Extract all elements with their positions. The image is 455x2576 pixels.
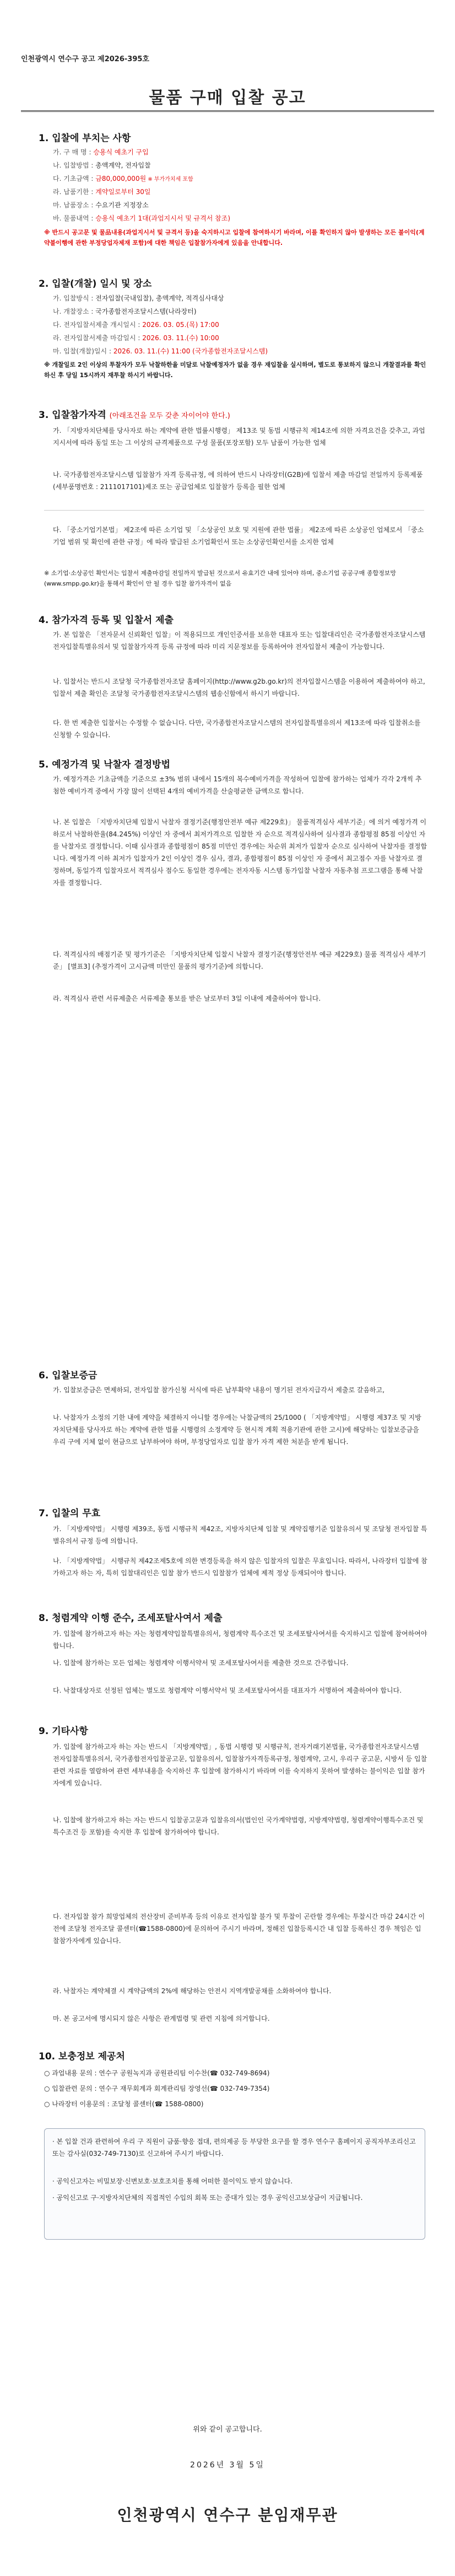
sec4-item-da: 다. 한 번 제출한 입찰서는 수정할 수 없습니다. 다만, 국가종합전자조달시스템의 전자입찰특별유의서 제13조에 따라 입찰취소를 신청할 수 있습니다. <box>53 719 421 739</box>
sec1-row-2: 다. 기초금액 : 금80,000,000원 ※ 부가가치세 포함 <box>53 175 193 183</box>
sec3-da-note: ※ 소기업·소상공인 확인서는 입찰서 제출마감일 전일까지 발급된 것으로서 유효기간 내에 있어야 하며, 중소기업 공공구매 종합정보망(www.smpp.go.kr)을 통해서 확인이 안 될 경우 입찰 참가자격이 없음 <box>44 570 396 587</box>
issuing-authority: 인천광역시 연수구 분임재무관 <box>117 2506 338 2524</box>
sec9-item-na: 나. 입찰에 참가하고자 하는 자는 반드시 입찰공고문과 입찰유의서(법인인 국가계약법령, 지방계약법령, 청렴계약이행특수조건 및 특수조건 등 포함)를 숙지한 후 입찰에 참가하여야 합니다. <box>53 1816 424 1836</box>
sec1-row-0: 가. 구 매 명 : 승용식 예초기 구입 <box>53 148 149 156</box>
sec2-note: ※ 개찰일로 2인 이상의 투찰자가 모두 낙찰하한율 미달로 낙찰예정자가 없을 경우 재입찰을 실시하며, 별도로 통보하지 않으니 개찰결과를 확인하신 후 당일 15시까지 재투찰 하시기 바랍니다. <box>44 361 426 379</box>
sec2-row-4: 마. 입찰(개찰)일시 : 2026. 03. 11.(수) 11:00 (국가종합전자조달시스템) <box>53 347 268 355</box>
sec1-row-3: 라. 납품기한 : 계약일로부터 30일 <box>53 188 151 196</box>
notice-line-2: · 공익신고자는 비밀보장·신변보호·보호조치를 통해 어떠한 불이익도 받지 않습니다. <box>52 2177 293 2185</box>
sec5-item-da: 다. 적격심사의 배점기준 및 평가기준은 「지방자치단체 입찰시 낙찰자 결정기준(행정안전부 예규 제229호) 물품 적격심사 세부기준」 [별표3] (추정가격이 고시금액 미만인 물품의 평가기준)에 의합니다. <box>53 951 426 970</box>
page-title: 물품 구매 입찰 공고 <box>149 88 306 108</box>
sec5-item-ra: 라. 적격심사 관련 서류제출은 서류제출 통보를 받은 날로부터 3일 이내에 제출하여야 합니다. <box>53 995 321 1002</box>
sec3-item-na: 나. 국가종합전자조달시스템 입찰참가 자격 등록규정, 에 의하여 반드시 나라장터(G2B)에 입찰서 제출 마감일 전일까지 등록제품(세부품명번호 : 2111017101)제조 또는 공급업체로 입찰참가 등록을 필한 업체 <box>53 471 423 491</box>
section-7-heading: 7. 입찰의 무효 <box>39 1508 101 1519</box>
section-8-heading: 8. 청렴계약 이행 준수, 조세포탈사여서 제출 <box>39 1613 223 1624</box>
document-number: 인천광역시 연수구 공고 제2026-395호 <box>21 55 149 63</box>
sec6-item-na: 나. 낙찰자가 소정의 기한 내에 계약을 체결하지 아니할 경우에는 낙찰금액의 25/1000 ( 「지방계약법」 시행령 제37조 및 지방자치단체를 당사자로 하는 계약에 관한 법률 시행령의 소정계약 등 현시적 계획 적용기관에 관한 고시)에 해당하는 입찰보증금을 우리 구에 지체 없이 현금으로 납부하여야 하며, 부정당업자로 입찰 참가 자격 제한 처분을 받게 됩니다. <box>53 1414 421 1446</box>
sec3-item-ga: 가. 「지방자치단체를 당사자로 하는 계약에 관한 법률시행령」 제13조 및 동법 시행규칙 제14조에 의한 자격요건을 갖추고, 과업지시서에 따라 동일 또는 그 이상의 규격제품으로 구성 물품(포장포함) 모두 납품이 가능한 업체 <box>53 427 425 447</box>
sec7-item-na: 나. 「지방계약법」 시행규칙 제42조제5호에 의한 변경등록을 하지 않은 입찰자의 입찰은 무효입니다. 따라서, 나라장터 입찰에 참가하고자 하는 자, 특히 입찰대리인은 입찰 참가 반드시 입찰참가 업체에 제적 정상 등재되어야 합니다. <box>53 1557 427 1577</box>
section-1-heading: 1. 입찰에 부치는 사항 <box>39 133 131 144</box>
integrity-notice-box <box>44 2128 425 2240</box>
sec6-item-ga: 가. 입찰보증금은 면제하되, 전자입찰 참가신청 서식에 따른 납부확약 내용이 명기된 전자지급각서 제출로 갈음하고, <box>53 1386 385 1394</box>
sec4-item-ga: 가. 본 입찰은 「전자문서 신뢰확인 입찰」이 적용되므로 개인인증서를 보유한 대표자 또는 입찰대리인은 국가종합전자조달시스템 전자입찰특별유의서 및 입찰참가자격 등록 규정에 따라 미리 지문정보를 등록하여야 전자입찰서 제출이 가능합니다. <box>53 631 426 651</box>
sec1-row-4: 마. 납품장소 : 수요기관 지정장소 <box>53 201 149 209</box>
section-5-heading: 5. 예정가격 및 낙찰자 결정방법 <box>39 759 171 770</box>
sec3-item-da: 다. 「중소기업기본법」 제2조에 따른 소기업 및 「소상공인 보호 및 지원에 관한 법률」 제2조에 따른 소상공인 업체로서 「중소기업 범위 및 확인에 관한 규정」에 따라 발급된 소기업확인서 또는 소상공인확인서를 소지한 업체 <box>53 526 424 546</box>
sec9-item-ga: 가. 입찰에 참가하고자 하는 자는 반드시 「지방계약법」, 동법 시행령 및 시행규칙, 전자거래기본법률, 국가종합전자조달시스템 전자입찰특별유의서, 국가종합전자입찰공고문, 입찰유의서, 입찰참가자격등록규정, 청렴계약, 고시, 우리구 공고문, 시방서 등 입찰관련 자료를 열람하여 관련 세부내용을 숙지하신 후 입찰에 참가하시기 바라며 이를 숙지하지 못하여 발생하는 불이익은 입찰 참가자에게 있습니다. <box>53 1743 427 1787</box>
contact-task: ○ 과업내용 문의 : 연수구 공원녹지과 공원관리팀 이수찬(☎ 032-749-8694) <box>44 2069 270 2077</box>
title-divider <box>21 110 434 112</box>
notice-date: 2026년 3월 5일 <box>190 2461 265 2470</box>
sec2-row-2: 다. 전자입찰서제출 개시일시 : 2026. 03. 05.(목) 17:00 <box>53 321 219 329</box>
sec1-note: ※ 반드시 공고문 및 물品내용(과업지시서 및 규격서 등)을 숙지하시고 입찰에 참여하시기 바라며, 이를 확인하지 않아 발생하는 모든 불이익(계약불이행에 관한 부정당업자제재 포함)에 대한 책임은 입찰참가자에게 있음을 안내합니다. <box>44 229 425 246</box>
notice-line-1: · 본 입찰 건과 관련하여 우리 구 직원이 금품·향응 접대, 편의제공 등 부당한 요구를 할 경우 연수구 홈페이지 공직자부조리신고 또는 감사실(032-749-7130)로 신고하여 주시기 바랍니다. <box>52 2138 416 2158</box>
sec9-item-ra: 라. 낙찰자는 계약체결 시 계약금액의 2%에 해당하는 안전시 지역개발공채를 소화하여야 합니다. <box>53 1987 332 1995</box>
sec9-item-ma: 마. 본 공고서에 명시되지 않은 사항은 관계법령 및 관련 지침에 의거합니다. <box>53 2015 270 2022</box>
sec2-row-3: 라. 전자입찰서제출 마감일시 : 2026. 03. 11.(수) 10:00 <box>53 334 219 342</box>
sec5-item-ga: 가. 예정가격은 기초금액을 기준으로 ±3% 범위 내에서 15개의 복수예비가격을 작성하여 입찰에 참가하는 업체가 각각 2개씩 추첨한 예비가격 중에서 가장 많이 선택된 4개의 예비가격을 산술평균한 금액으로 합니다. <box>53 775 422 795</box>
sec8-item-da: 다. 낙찰대상자로 선정된 업체는 별도로 청렴계약 이행서약서 및 조세포탈사여서를 대표자가 서명하여 제출하여야 합니다. <box>53 1687 402 1694</box>
sec4-item-na: 나. 입찰서는 반드시 조달청 국가종합전자조달 홈페이지(http://www.g2b.go.kr)의 전자입찰시스템을 이용하여 제출하여야 하고, 입찰서 제출 확인은 조달청 국가종합전자조달시스템의 웹송신함에서 하시기 바랍니다. <box>53 678 425 697</box>
sec5-item-na: 나. 본 입찰은 「지방자치단체 입찰시 낙찰자 결정기준(행정안전부 예규 제229호)」 물품적격심사 세부기준」에 의거 예정가격 이하로서 낙찰하한율(84.245%) 이상인 자 중에서 최저가격으로 입찰한 자 순으로 적격심사하여 심사결과 종합평점 85점 이상인 자를 낙찰자로 결정합니다. 이때 심사결과 종합평점이 85점 미만인 경우에는 차순위 최저가 입찰자 순으로 심사하여 낙찰자를 결정합니다. 예정가격 이하 최저가 입찰자가 2인 이상인 경우 심사, 결과, 종합평점이 85점 이상인 자 중에서 최고점수 자를 낙찰자로 결정하며, 동일가격 입찰자로서 적격심사 점수도 동일한 경우에는 전자자동 시스템 동가입찰 낙찰자 자동추첨 프로그램을 통해 낙찰자를 결정합니다. <box>53 818 427 887</box>
sec1-row-5: 바. 물품내역 : 승용식 예초기 1대(과업지시서 및 규격서 참조) <box>53 214 231 222</box>
contact-bid: ○ 입찰관련 문의 : 연수구 재무회계과 회계관리팀 장영선(☎ 032-749-7354) <box>44 2085 270 2092</box>
section-9-heading: 9. 기타사항 <box>39 1726 88 1737</box>
sec3-divider <box>44 510 424 511</box>
sec8-item-ga: 가. 입찰에 참가하고자 하는 자는 청렴계약입찰특별유의서, 청렴계약 특수조건 및 조세포탈사여서를 숙지하시고 입찰에 참여하여야 합니다. <box>53 1630 427 1650</box>
sec1-row-1: 나. 입찰방법 : 총액계약, 전자입찰 <box>53 162 151 169</box>
sec8-item-na: 나. 입찰에 참가하는 모든 업체는 청렴계약 이행서약서 및 조세포탈사여서를 제출한 것으로 간주합니다. <box>53 1659 349 1667</box>
contact-g2b: ○ 나라장터 이용문의 : 조달청 콜센터(☎ 1588-0800) <box>44 2100 204 2108</box>
section-6-heading: 6. 입찰보증금 <box>39 1370 98 1381</box>
section-4-heading: 4. 참가자격 등록 및 입찰서 제출 <box>39 615 174 626</box>
sec9-item-da: 다. 전자입찰 참가 희망업체의 전산장비 준비부족 등의 이유로 전자입찰 불가 및 투찰이 곤란할 경우에는 투찰시간 마감 24시간 이전에 조달청 전자조달 콜센터(☎1588-0800)에 문의하여 주시기 바라며, 정해진 입찰등록시간 내 입찰 등록하신 경우 책임은 입찰참가자에게 있습니다. <box>53 1913 425 1945</box>
sec7-item-ga: 가. 「지방계약법」 시행령 제39조, 동법 시행규칙 제42조, 지방자치단체 입찰 및 계약집행기준 입찰유의서 및 조달청 전자입찰 특별유의서 규정 등에 의합니다. <box>53 1525 427 1545</box>
sec2-row-0: 가. 입찰방식 : 전자입찰(국내입찰), 총액계약, 적격심사대상 <box>53 294 224 302</box>
notice-line-3: · 공익신고로 구·지방자치단체의 직접적인 수입의 회복 또는 증대가 있는 경우 공익신고보상금이 지급됩니다. <box>52 2194 363 2202</box>
closing-statement: 위와 같이 공고합니다. <box>193 2425 262 2434</box>
section-3-heading: 3. 입찰참가자격 (아래조건을 모두 갖춘 자이어야 한다.) <box>39 410 230 421</box>
section-2-heading: 2. 입찰(개찰) 일시 및 장소 <box>39 278 152 289</box>
section-10-heading: 10. 보충정보 제공처 <box>39 2051 125 2062</box>
sec2-row-1: 나. 개찰장소 : 국가종합전자조달시스템(나라장터) <box>53 308 197 315</box>
